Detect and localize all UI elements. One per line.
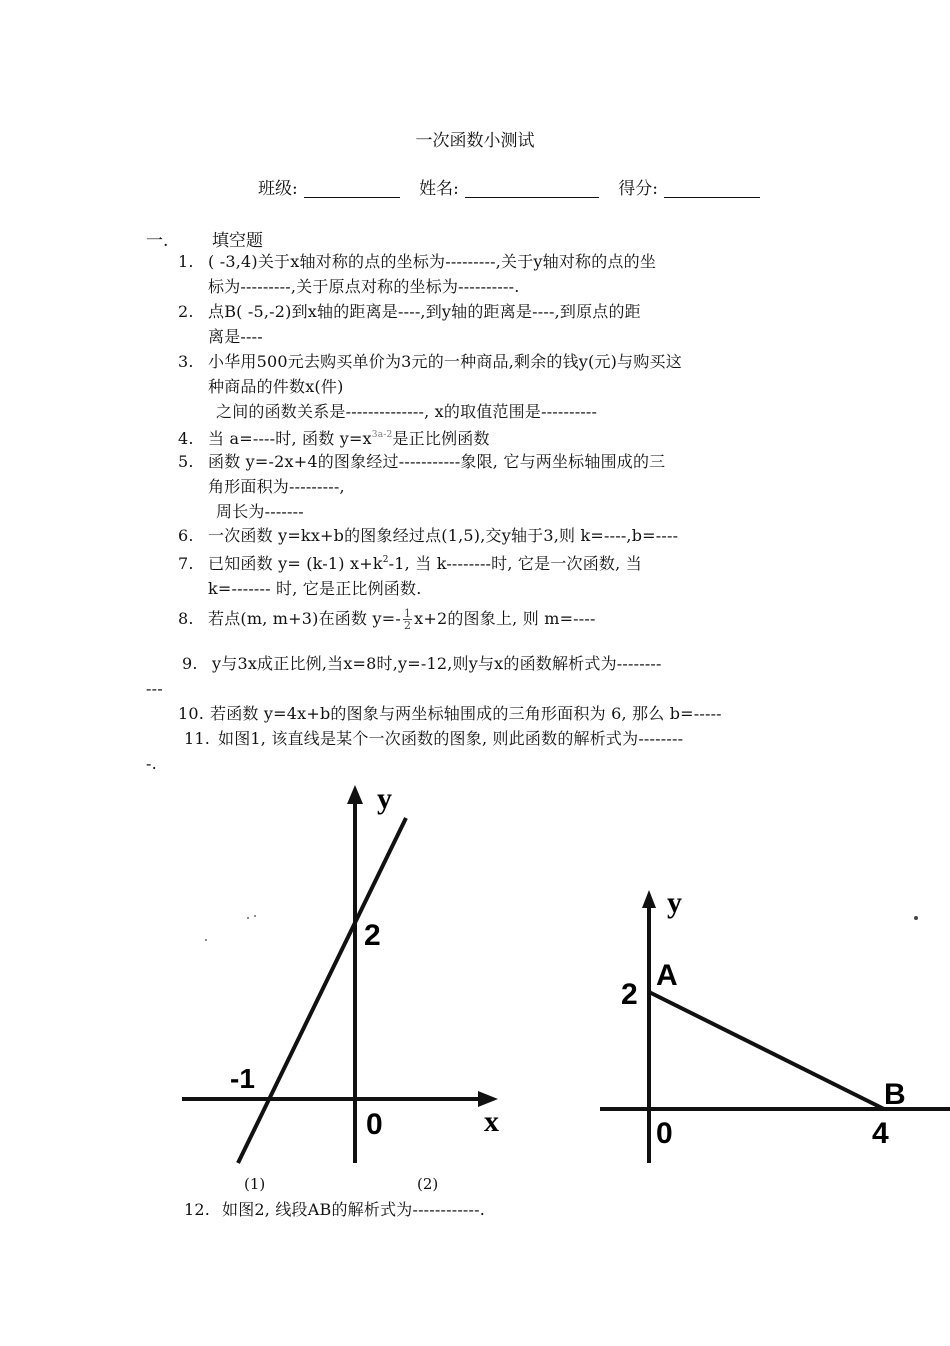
question-text: 之间的函数关系是--------------, x的取值范围是----------	[216, 402, 598, 421]
question-number: 4.	[178, 429, 194, 448]
figure-2-caption: (2)	[417, 1175, 439, 1193]
question-text: 函数 y=-2x+4的图象经过-----------象限, 它与两坐标轴围成的三	[208, 452, 666, 471]
question-number: 5.	[178, 452, 194, 471]
question-number: 8.	[178, 609, 194, 628]
question-number: 10.	[178, 704, 205, 723]
question-text: -.	[146, 754, 157, 773]
question-number: 7.	[178, 554, 194, 573]
fig1-speck	[205, 939, 207, 941]
question-text: y与3x成正比例,当x=8时,y=-12,则y与x的函数解析式为--------	[212, 654, 662, 673]
figure-1-caption: (1)	[244, 1175, 266, 1193]
page-title: 一次函数小测试	[415, 131, 535, 151]
fig2-y-tick-label: 2	[621, 978, 638, 1011]
fig1-y-intercept-label: 2	[364, 919, 381, 952]
question-text: 角形面积为---------,	[208, 477, 345, 496]
question-number: 12.	[184, 1200, 211, 1219]
question-text: ( -3,4)关于x轴对称的点的坐标为---------,关于y轴对称的点的坐	[208, 252, 657, 271]
fig1-x-intercept-label: -1	[230, 1063, 255, 1094]
figure-2	[600, 886, 950, 1163]
question-12	[184, 1197, 485, 1222]
fig2-point-b-label: B	[884, 1078, 906, 1111]
question-number: 2.	[178, 302, 194, 321]
question-number: 1.	[178, 252, 194, 271]
question-text: 是正比例函数	[392, 429, 490, 448]
fig2-segment-ab	[649, 992, 884, 1109]
question-text: 若点(m, m+3)在函数 y=-	[208, 609, 401, 628]
question-text: x+2的图象上, 则 m=----	[414, 609, 596, 628]
question-number: 3.	[178, 352, 194, 371]
question-text: 已知函数 y= (k-1) x+k	[208, 554, 383, 573]
fig1-x-label: x	[484, 1105, 499, 1138]
question-text: 标为---------,关于原点对称的坐标为----------.	[208, 277, 520, 296]
section-title: 填空题	[212, 231, 263, 251]
exponent: 3a-2	[371, 430, 393, 440]
fig2-speck	[914, 916, 918, 920]
fig2-y-arrow-icon	[642, 890, 656, 908]
fig1-speck	[247, 917, 249, 919]
fig1-y-label: y	[377, 782, 392, 815]
question-text: 小华用500元去购买单价为3元的一种商品,剩余的钱y(元)与购买这	[208, 352, 682, 371]
fig1-origin-label: 0	[366, 1108, 383, 1141]
question-number: 11.	[184, 729, 211, 748]
question-text: 点B( -5,-2)到x轴的距离是----,到y轴的距离是----,到原点的距	[208, 302, 641, 321]
fig1-y-arrow-icon	[347, 785, 363, 804]
question-text: 周长为-------	[216, 502, 304, 521]
question-text: -1, 当 k--------时, 它是一次函数, 当	[388, 554, 642, 573]
fig2-x-tick-label: 4	[872, 1117, 889, 1150]
question-text: 如图1, 该直线是某个一次函数的图象, 则此函数的解析式为--------	[218, 729, 684, 748]
question-text: 离是----	[208, 327, 263, 346]
fig2-origin-label: 0	[656, 1117, 673, 1150]
class-label: 班级:	[258, 179, 298, 199]
question-number: 6.	[178, 526, 194, 545]
fig2-y-label: y	[667, 886, 682, 919]
question-text: k=------- 时, 它是正比例函数.	[208, 579, 422, 598]
question-text: 若函数 y=4x+b的图象与两坐标轴围成的三角形面积为 6, 那么 b=-----	[210, 704, 722, 723]
fig1-speck	[254, 915, 256, 917]
fig2-point-a-label: A	[656, 959, 678, 992]
section-number: 一.	[146, 231, 169, 251]
score-label: 得分:	[618, 179, 659, 199]
question-number: 9.	[182, 654, 198, 673]
exponent: 2	[382, 555, 389, 565]
fraction-numerator: 1	[403, 607, 412, 620]
figure-1	[182, 782, 499, 1163]
question-text: 种商品的件数x(件)	[208, 377, 344, 396]
fraction-denominator: 2	[403, 619, 412, 632]
question-text: 一次函数 y=kx+b的图象经过点(1,5),交y轴于3,则 k=----,b=----	[208, 526, 679, 545]
question-text: 如图2, 线段AB的解析式为------------.	[222, 1200, 486, 1219]
name-label: 姓名:	[419, 179, 459, 199]
question-text: 当 a=----时, 函数 y=x	[208, 429, 372, 448]
question-text: ---	[146, 679, 163, 698]
